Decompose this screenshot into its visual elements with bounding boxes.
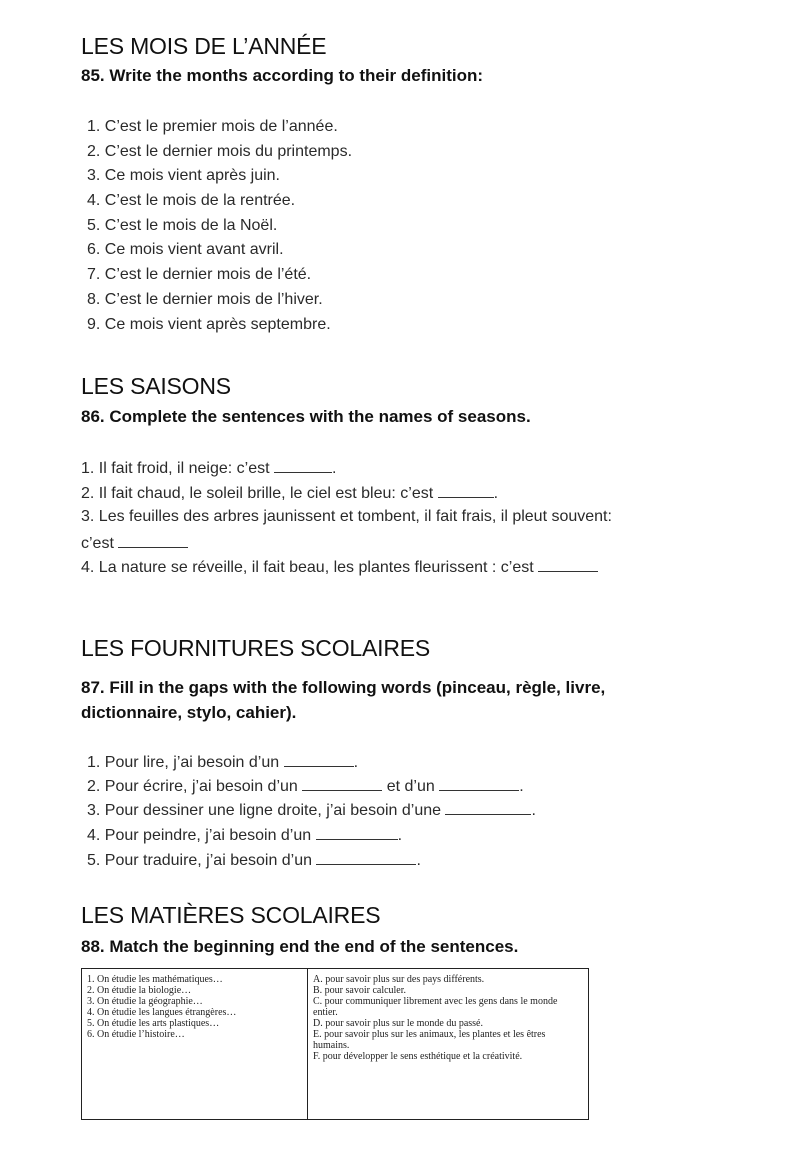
list-item: [81, 557, 598, 577]
list-item: [87, 752, 358, 772]
item-end: .: [493, 485, 499, 502]
item-text: Ce mois vient après juin.: [104, 167, 280, 184]
answer-blank[interactable]: [438, 483, 494, 498]
list-item: [81, 458, 336, 478]
list-item: [87, 167, 280, 185]
item-number: 3.: [87, 167, 101, 184]
answer-blank[interactable]: [439, 776, 519, 791]
item-text: Pour dessiner une ligne droite, j’ai besoin d’une: [104, 802, 442, 819]
item-number: 5.: [87, 217, 101, 234]
item-text: C’est le mois de la rentrée.: [104, 192, 296, 209]
section-heading-school-supplies: LES FOURNITURES SCOLAIRES: [81, 635, 431, 661]
answer-blank[interactable]: [316, 850, 416, 865]
matching-left-item: 6. On étudie l’histoire…: [87, 1029, 185, 1040]
list-item-continuation: [81, 533, 188, 553]
exercise-86-instruction: 86. Complete the sentences with the names of seasons.: [81, 407, 531, 426]
item-text: c’est: [81, 535, 114, 552]
item-text: Pour écrire, j’ai besoin d’un: [104, 778, 298, 795]
answer-blank[interactable]: [302, 776, 382, 791]
item-text: 4. La nature se réveille, il fait beau, les plantes fleurissent : c’est: [81, 559, 534, 576]
item-number: 4.: [87, 827, 101, 844]
item-number: 2.: [87, 778, 101, 795]
item-number: 8.: [87, 291, 101, 308]
item-number: 7.: [87, 266, 101, 283]
item-text: Pour lire, j’ai besoin d’un: [104, 754, 280, 771]
list-item: [81, 483, 498, 503]
answer-blank[interactable]: [274, 458, 332, 473]
answer-blank[interactable]: [118, 533, 188, 548]
list-item: [87, 800, 536, 820]
item-number: 1.: [87, 118, 101, 135]
item-end: .: [397, 827, 403, 844]
section-heading-months: LES MOIS DE L’ANNÉE: [81, 33, 327, 59]
matching-left-item: 5. On étudie les arts plastiques…: [87, 1018, 220, 1029]
item-text: Pour traduire, j’ai besoin d’un: [104, 852, 313, 869]
matching-left-item: 3. On étudie la géographie…: [87, 996, 203, 1007]
matching-left-item: 4. On étudie les langues étrangères…: [87, 1007, 237, 1018]
matching-right-item: D. pour savoir plus sur le monde du passé.: [313, 1018, 483, 1029]
item-end: .: [531, 802, 536, 819]
section-heading-school-subjects: LES MATIÈRES SCOLAIRES: [81, 902, 381, 928]
item-text: 1. Il fait froid, il neige: c’est: [81, 460, 270, 477]
item-number: 9.: [87, 316, 101, 333]
matching-column-beginnings: [82, 969, 308, 1120]
item-end: .: [331, 460, 337, 477]
item-number: 2.: [87, 143, 101, 160]
list-item: [81, 508, 612, 526]
answer-blank[interactable]: [538, 557, 598, 572]
exercise-88-instruction: 88. Match the beginning end the end of the sentences.: [81, 937, 519, 956]
list-item: [87, 118, 338, 136]
exercise-87-instruction-line2: dictionnaire, stylo, cahier).: [81, 703, 297, 722]
item-text: Ce mois vient après septembre.: [104, 316, 331, 333]
item-number: 5.: [87, 852, 101, 869]
item-text: C’est le mois de la Noël.: [104, 217, 278, 234]
item-number: 3.: [87, 802, 101, 819]
matching-column-endings: [308, 969, 589, 1120]
matching-left-item: 2. On étudie la biologie…: [87, 985, 192, 996]
item-text: C’est le dernier mois du printemps.: [104, 143, 353, 160]
matching-right-item: C. pour communiquer librement avec les gens dans le monde entier.: [313, 996, 558, 1018]
item-text: C’est le premier mois de l’année.: [104, 118, 338, 135]
list-item: [87, 143, 352, 161]
item-end: .: [519, 778, 524, 795]
item-mid: et d’un: [386, 778, 435, 795]
answer-blank[interactable]: [445, 800, 531, 815]
list-item: [87, 850, 421, 870]
list-item: [87, 825, 402, 845]
list-item: [87, 241, 284, 259]
exercise-87-instruction-line1: 87. Fill in the gaps with the following words (pinceau, règle, livre,: [81, 678, 606, 697]
answer-blank[interactable]: [316, 825, 398, 840]
item-text: 3. Les feuilles des arbres jaunissent et tombent, il fait frais, il pleut souvent:: [81, 508, 612, 525]
item-text: C’est le dernier mois de l’été.: [104, 266, 312, 283]
list-item: [87, 776, 524, 796]
matching-left-item: 1. On étudie les mathématiques…: [87, 974, 223, 985]
item-text: Pour peindre, j’ai besoin d’un: [104, 827, 312, 844]
matching-table: [81, 968, 589, 1120]
matching-right-item: B. pour savoir calculer.: [313, 985, 407, 996]
section-heading-seasons: LES SAISONS: [81, 373, 231, 399]
item-text: Ce mois vient avant avril.: [104, 241, 284, 258]
item-number: 4.: [87, 192, 101, 209]
list-item: [87, 217, 277, 235]
item-text: 2. Il fait chaud, le soleil brille, le ciel est bleu: c’est: [81, 485, 434, 502]
item-number: 1.: [87, 754, 101, 771]
list-item: [87, 291, 323, 309]
list-item: [87, 192, 295, 210]
matching-right-item: A. pour savoir plus sur des pays différents.: [313, 974, 485, 985]
answer-blank[interactable]: [284, 752, 354, 767]
exercise-85-instruction: 85. Write the months according to their definition:: [81, 66, 484, 85]
matching-right-item: F. pour développer le sens esthétique et la créativité.: [313, 1051, 523, 1062]
matching-right-item: E. pour savoir plus sur les animaux, les plantes et les êtres humains.: [313, 1029, 546, 1051]
list-item: [87, 316, 331, 334]
list-item: [87, 266, 311, 284]
item-end: .: [416, 852, 421, 869]
item-end: .: [353, 754, 359, 771]
item-text: C’est le dernier mois de l’hiver.: [104, 291, 323, 308]
item-number: 6.: [87, 241, 101, 258]
